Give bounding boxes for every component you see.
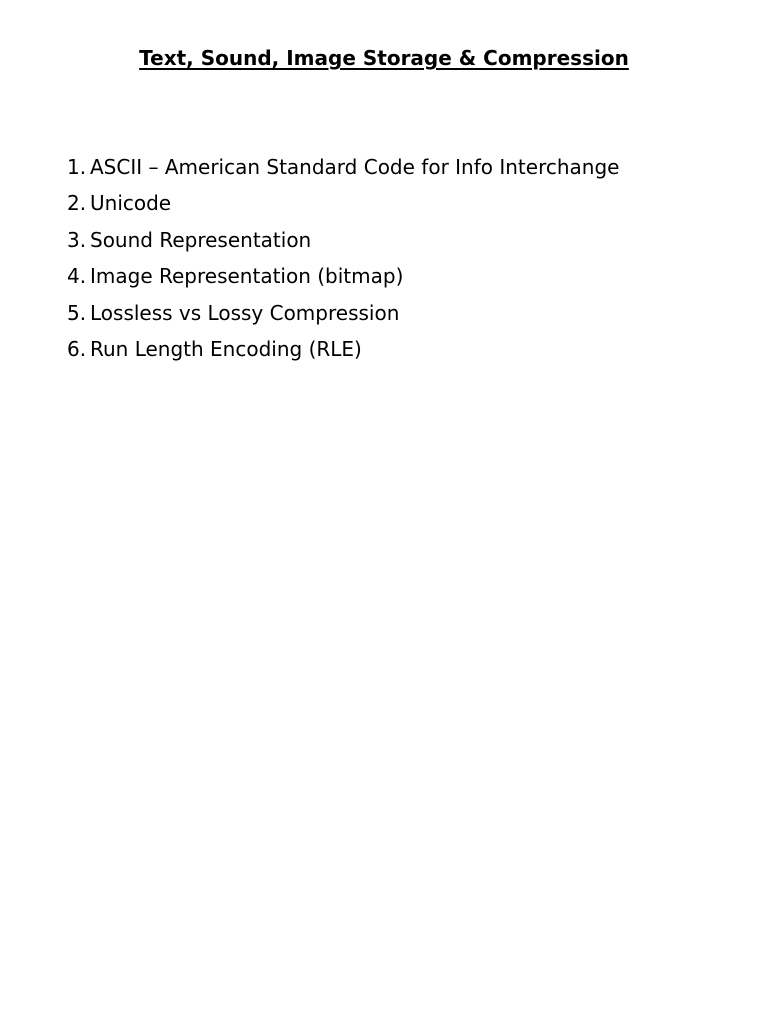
list-item-text: Run Length Encoding (RLE) [90,336,362,361]
topic-list [67,152,619,370]
list-item-number: 3. [67,227,87,252]
list-item-text: Lossless vs Lossy Compression [90,300,400,325]
list-item [67,261,619,297]
list-item [67,334,619,370]
list-item-number: 1. [67,155,87,179]
list-item-text: ASCII – American Standard Code for Info Interchange [90,155,620,179]
list-item-number: 5. [67,300,87,325]
list-item-number: 6. [67,336,87,361]
list-item-text: Image Representation (bitmap) [90,264,404,289]
list-item [67,152,619,188]
page-title: Text, Sound, Image Storage & Compression [139,46,629,70]
list-item [67,225,619,261]
list-item [67,188,619,224]
list-item-number: 2. [67,191,87,216]
list-item-number: 4. [67,264,87,289]
list-item-text: Unicode [90,191,172,216]
list-item-text: Sound Representation [90,227,312,252]
list-item [67,298,619,334]
